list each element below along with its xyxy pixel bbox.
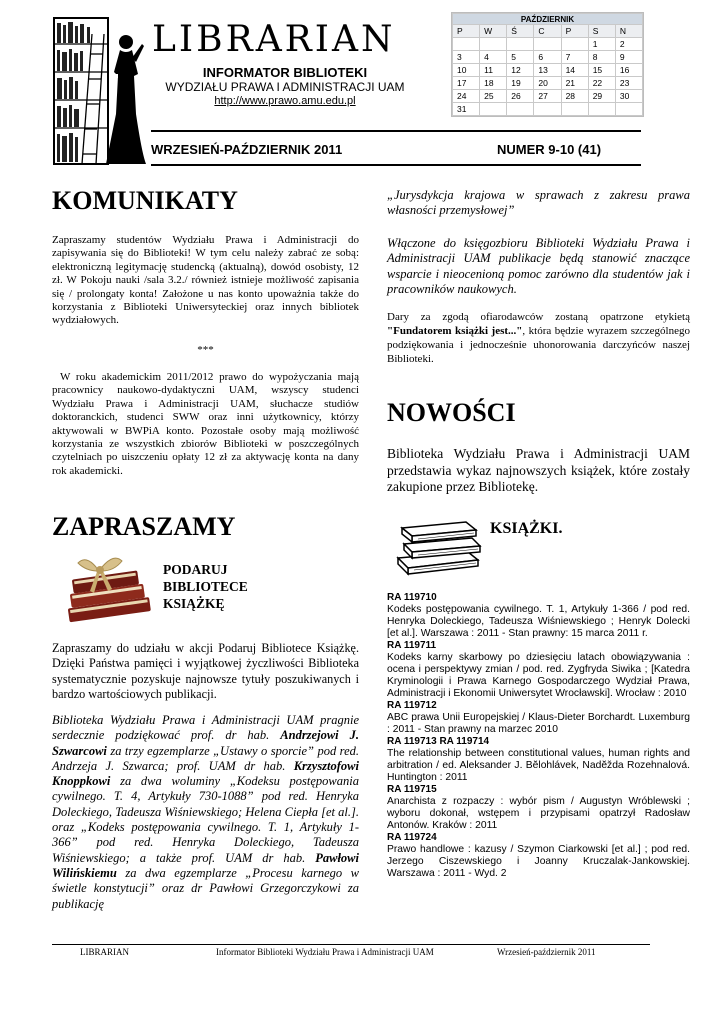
thanks-text-1: Biblioteka Wydziału Prawa i Administracji UAM pragnie serdecznie podziękować prof. dr hab. [52,713,359,743]
book-description: The relationship between constitutional values, human rights and arbitration / ed. Aleksander J. Bĕlohlávek, Nadĕžda Rozehnalová. Huntington : 2011 [387,748,690,783]
issue-number: NUMER 9-10 (41) [497,142,602,157]
calendar-week-row [453,38,643,51]
book-list-item [387,592,690,640]
calendar-weekday: P [561,25,588,38]
nowosci-heading: NOWOŚCI [387,398,516,427]
calendar-day [480,38,507,51]
calendar-widget [451,12,644,117]
calendar-day: 30 [615,90,642,103]
calendar-day: 15 [588,64,615,77]
book-list-item [387,640,690,700]
calendar-day: 14 [561,64,588,77]
donors-text-a: Dary za zgodą ofiarodawców zostaną opatrzone etykietą [387,311,690,323]
komunikaty-paragraph-1: Zapraszamy studentów Wydziału Prawa i Administracji do zapisywania się do Biblioteki! W tym celu należy zabrać ze sobą: elektroniczną legitymację studencką (aktualną), dowód osobisty, 12 zł. W Pokoju nauki /sala 3.2./ również istnieje możliwość zapisania się / prolongaty konta! Założone u nas konto upoważnia także do korzystania z Biblioteki Uniwersyteckiej oraz innych bibliotek wydziałowych. [52,234,359,327]
calendar-day: 17 [453,77,480,90]
calendar-weekdays [453,25,643,38]
donor-name-1: Andrzejowi J. Szwarcowi [52,728,359,758]
header-rule-top [151,130,641,132]
calendar-day: 4 [480,51,507,64]
book-signature: RA 119713 RA 119714 [387,736,490,747]
calendar-day: 23 [615,77,642,90]
donors-paragraph [387,310,690,366]
calendar-day: 19 [507,77,534,90]
thanks-text-4: za dwa egzemplarze „Procesu karnego w świetle konstytucji” oraz dr Pawłowi Grzegorczykowi za publikację [52,865,359,911]
calendar-day: 3 [453,51,480,64]
calendar-day: 28 [561,90,588,103]
calendar-week-row [453,103,643,116]
thanks-text-2: za trzy egzemplarze „Ustawy o sporcie” pod red. Andrzeja J. Szwarca; prof. UAM dr hab. [52,743,359,773]
calendar-day: 8 [588,51,615,64]
book-description: Kodeks karny skarbowy po dziesięciu latach obowiązywania : ocena i perspektywy zmian / pod. red. Zygfryda Siwika ; [Katedra Kryminologii i Prawa Karnego Gospodarczego Wydział Prawa, Administracji i Ekonomii Uniwersytet Wrocławski]. Wrocław : 2010 [387,652,690,699]
librarian-logo-illustration [52,14,148,168]
donors-text-b: , która będzie wyrazem szczególnego podziękowania i jednocześnie uhonorowania darczyńców naszej Biblioteki. [387,325,690,365]
promo-podaruj-ksiazke [163,561,248,612]
calendar-day: 13 [534,64,561,77]
calendar-day: 5 [507,51,534,64]
book-description: Prawo handlowe : kazusy / Szymon Ciarkowski [et al.] ; pod red. Jerzego Ciszewskiego i Joanny Kruczalak-Jankowskiej. Warszawa : 2011 - Wyd. 2 [387,844,690,879]
included-paragraph: Włączone do księgozbioru Biblioteki Wydziału Prawa i Administracji UAM publikacje będą stanowić znaczące wsparcie i nieocenioną pomoc zarówno dla studentów jak i pracowników naukowych. [387,236,690,296]
zapraszamy-paragraph: Zapraszamy do udziału w akcji Podaruj Bibliotece Książkę. Dzięki Państwa pamięci i wyjątkowej życzliwości Biblioteka systematycznie pozyskuje najnowsze tytuły poszukiwanych i bardzo wartościowych publikacji. [52,641,359,701]
calendar-day [480,103,507,116]
calendar-day: 21 [561,77,588,90]
calendar-weekday: Ś [507,25,534,38]
calendar-day: 16 [615,64,642,77]
calendar-day: 29 [588,90,615,103]
book-signature: RA 119712 [387,700,437,711]
calendar-day: 10 [453,64,480,77]
zapraszamy-heading: ZAPRASZAMY [52,512,236,541]
donor-name-2: Krzysztofowi Knoppkowi [52,758,359,789]
book-list-item [387,832,690,880]
calendar-day: 27 [534,90,561,103]
calendar-day [561,103,588,116]
calendar-day: 6 [534,51,561,64]
books-gift-icon [56,553,158,629]
calendar-day [588,103,615,116]
masthead-url-link[interactable]: http://www.prawo.amu.edu.pl [214,95,356,107]
calendar-weekday: P [453,25,480,38]
issue-date: WRZESIEŃ-PAŹDZIERNIK 2011 [151,142,343,157]
footer-rule [52,944,650,945]
calendar-day: 9 [615,51,642,64]
calendar-weekday: C [534,25,561,38]
thanks-text-3: za dwa woluminy „Kodeksu postępowania cywilnego. T. 4, Artykuły 730-1088” pod red. Henryka Doleckiego, Tadeusza Wiśniewskiego; Helena Ciepła [et al.]. oraz „Kodeks postępowania cywilnego. T. 1, Artykuły 1-366” pod red. Henryka Doleckiego, Tadeusza Wiśniewskiego; a także prof. UAM dr hab. [52,774,359,865]
book-description: Anarchista z rozpaczy : wybór pism / Augustyn Wróblewski ; wyboru dokonał, wstępem i przypisami opatrzył Radosław Antonów. Kraków : 2011 [387,796,690,831]
footer-title: LIBRARIAN [80,947,129,957]
calendar-day: 7 [561,51,588,64]
donors-label: "Fundatorem książki jest..." [387,325,523,337]
calendar-day [534,103,561,116]
calendar-week-row [453,64,643,77]
calendar-month: PAŹDZIERNIK [453,14,643,25]
book-title-quote: „Jurysdykcja krajowa w sprawach z zakresu prawa własności przemysłowej” [387,188,690,218]
donor-name-3: Pawłowi Wilińskiemu [52,850,359,880]
calendar-day [615,103,642,116]
calendar-week-row [453,77,643,90]
calendar-day [561,38,588,51]
book-description: ABC prawa Unii Europejskiej / Klaus-Dieter Borchardt. Luxemburg : 2011 - Stan prawny na marzec 2010 [387,712,690,735]
book-signature: RA 119710 [387,592,437,603]
nowosci-intro: Biblioteka Wydziału Prawa i Administracji UAM przedstawia wykaz najnowszych książek, które zostały zakupione przez Bibliotekę. [387,446,690,494]
book-signature: RA 119724 [387,832,437,843]
header-rule-bottom [151,164,641,166]
book-description: Kodeks postępowania cywilnego. T. 1, Artykuły 1-366 / pod red. Henryka Doleckiego, Tadeusza Wiśniewskiego ; Henryk Dolecki [et al.]. Warszawa : 2011 - Stan prawny: 15 marca 2011 r. [387,604,690,639]
calendar-day: 22 [588,77,615,90]
calendar-day: 26 [507,90,534,103]
promo-line-2: BIBLIOTECE [163,579,248,594]
calendar-weekday: W [480,25,507,38]
masthead-subtitle: INFORMATOR BIBLIOTEKI [202,65,368,80]
books-stack-icon [392,514,484,576]
calendar-weekday: N [615,25,642,38]
calendar-day: 25 [480,90,507,103]
book-list-item [387,700,690,736]
footer-description: Informator Biblioteki Wydziału Prawa i Administracji UAM [216,947,434,957]
komunikaty-paragraph-2: W roku akademickim 2011/2012 prawo do wypożyczania mają pracownicy naukowo-dydaktyczni UAM, wszyscy studenci Wydziału Prawa i Administracji UAM, słuchacze studiów doktoranckich, studenci SWW oraz inni użytkownicy, którzy aktywowali w BWPiA konto. Pozostałe osoby mają możliwość korzystania ze wszystkich zbiorów Biblioteki w poszczególnych czytelniach po uiszczeniu opłaty 12 zł za aktywację konta na dany rok akademicki. [52,371,359,477]
calendar-week-row [453,51,643,64]
calendar-day: 12 [507,64,534,77]
calendar-day: 18 [480,77,507,90]
calendar-weeks [453,38,643,116]
calendar-day: 31 [453,103,480,116]
calendar-day [453,38,480,51]
calendar-day [507,38,534,51]
calendar-day: 1 [588,38,615,51]
section-separator: *** [197,344,214,356]
book-signature: RA 119711 [387,640,437,651]
book-list-item [387,784,690,832]
promo-line-1: PODARUJ [163,562,228,577]
books-heading: KSIĄŻKI. [490,520,563,537]
komunikaty-heading: KOMUNIKATY [52,186,238,215]
book-list-item [387,736,690,784]
calendar-week-row [453,90,643,103]
new-books-list [387,592,690,880]
calendar-day [534,38,561,51]
promo-line-3: KSIĄŻKĘ [163,596,225,611]
calendar-day: 20 [534,77,561,90]
thanks-paragraph [52,713,359,912]
calendar-weekday: S [588,25,615,38]
calendar-day [507,103,534,116]
calendar-day: 11 [480,64,507,77]
book-signature: RA 119715 [387,784,437,795]
footer-date: Wrzesień-październik 2011 [497,947,596,957]
masthead-title: LIBRARIAN [152,19,396,60]
calendar-day: 24 [453,90,480,103]
calendar-day: 2 [615,38,642,51]
masthead-faculty: WYDZIAŁU PRAWA I ADMINISTRACJI UAM [165,80,405,94]
